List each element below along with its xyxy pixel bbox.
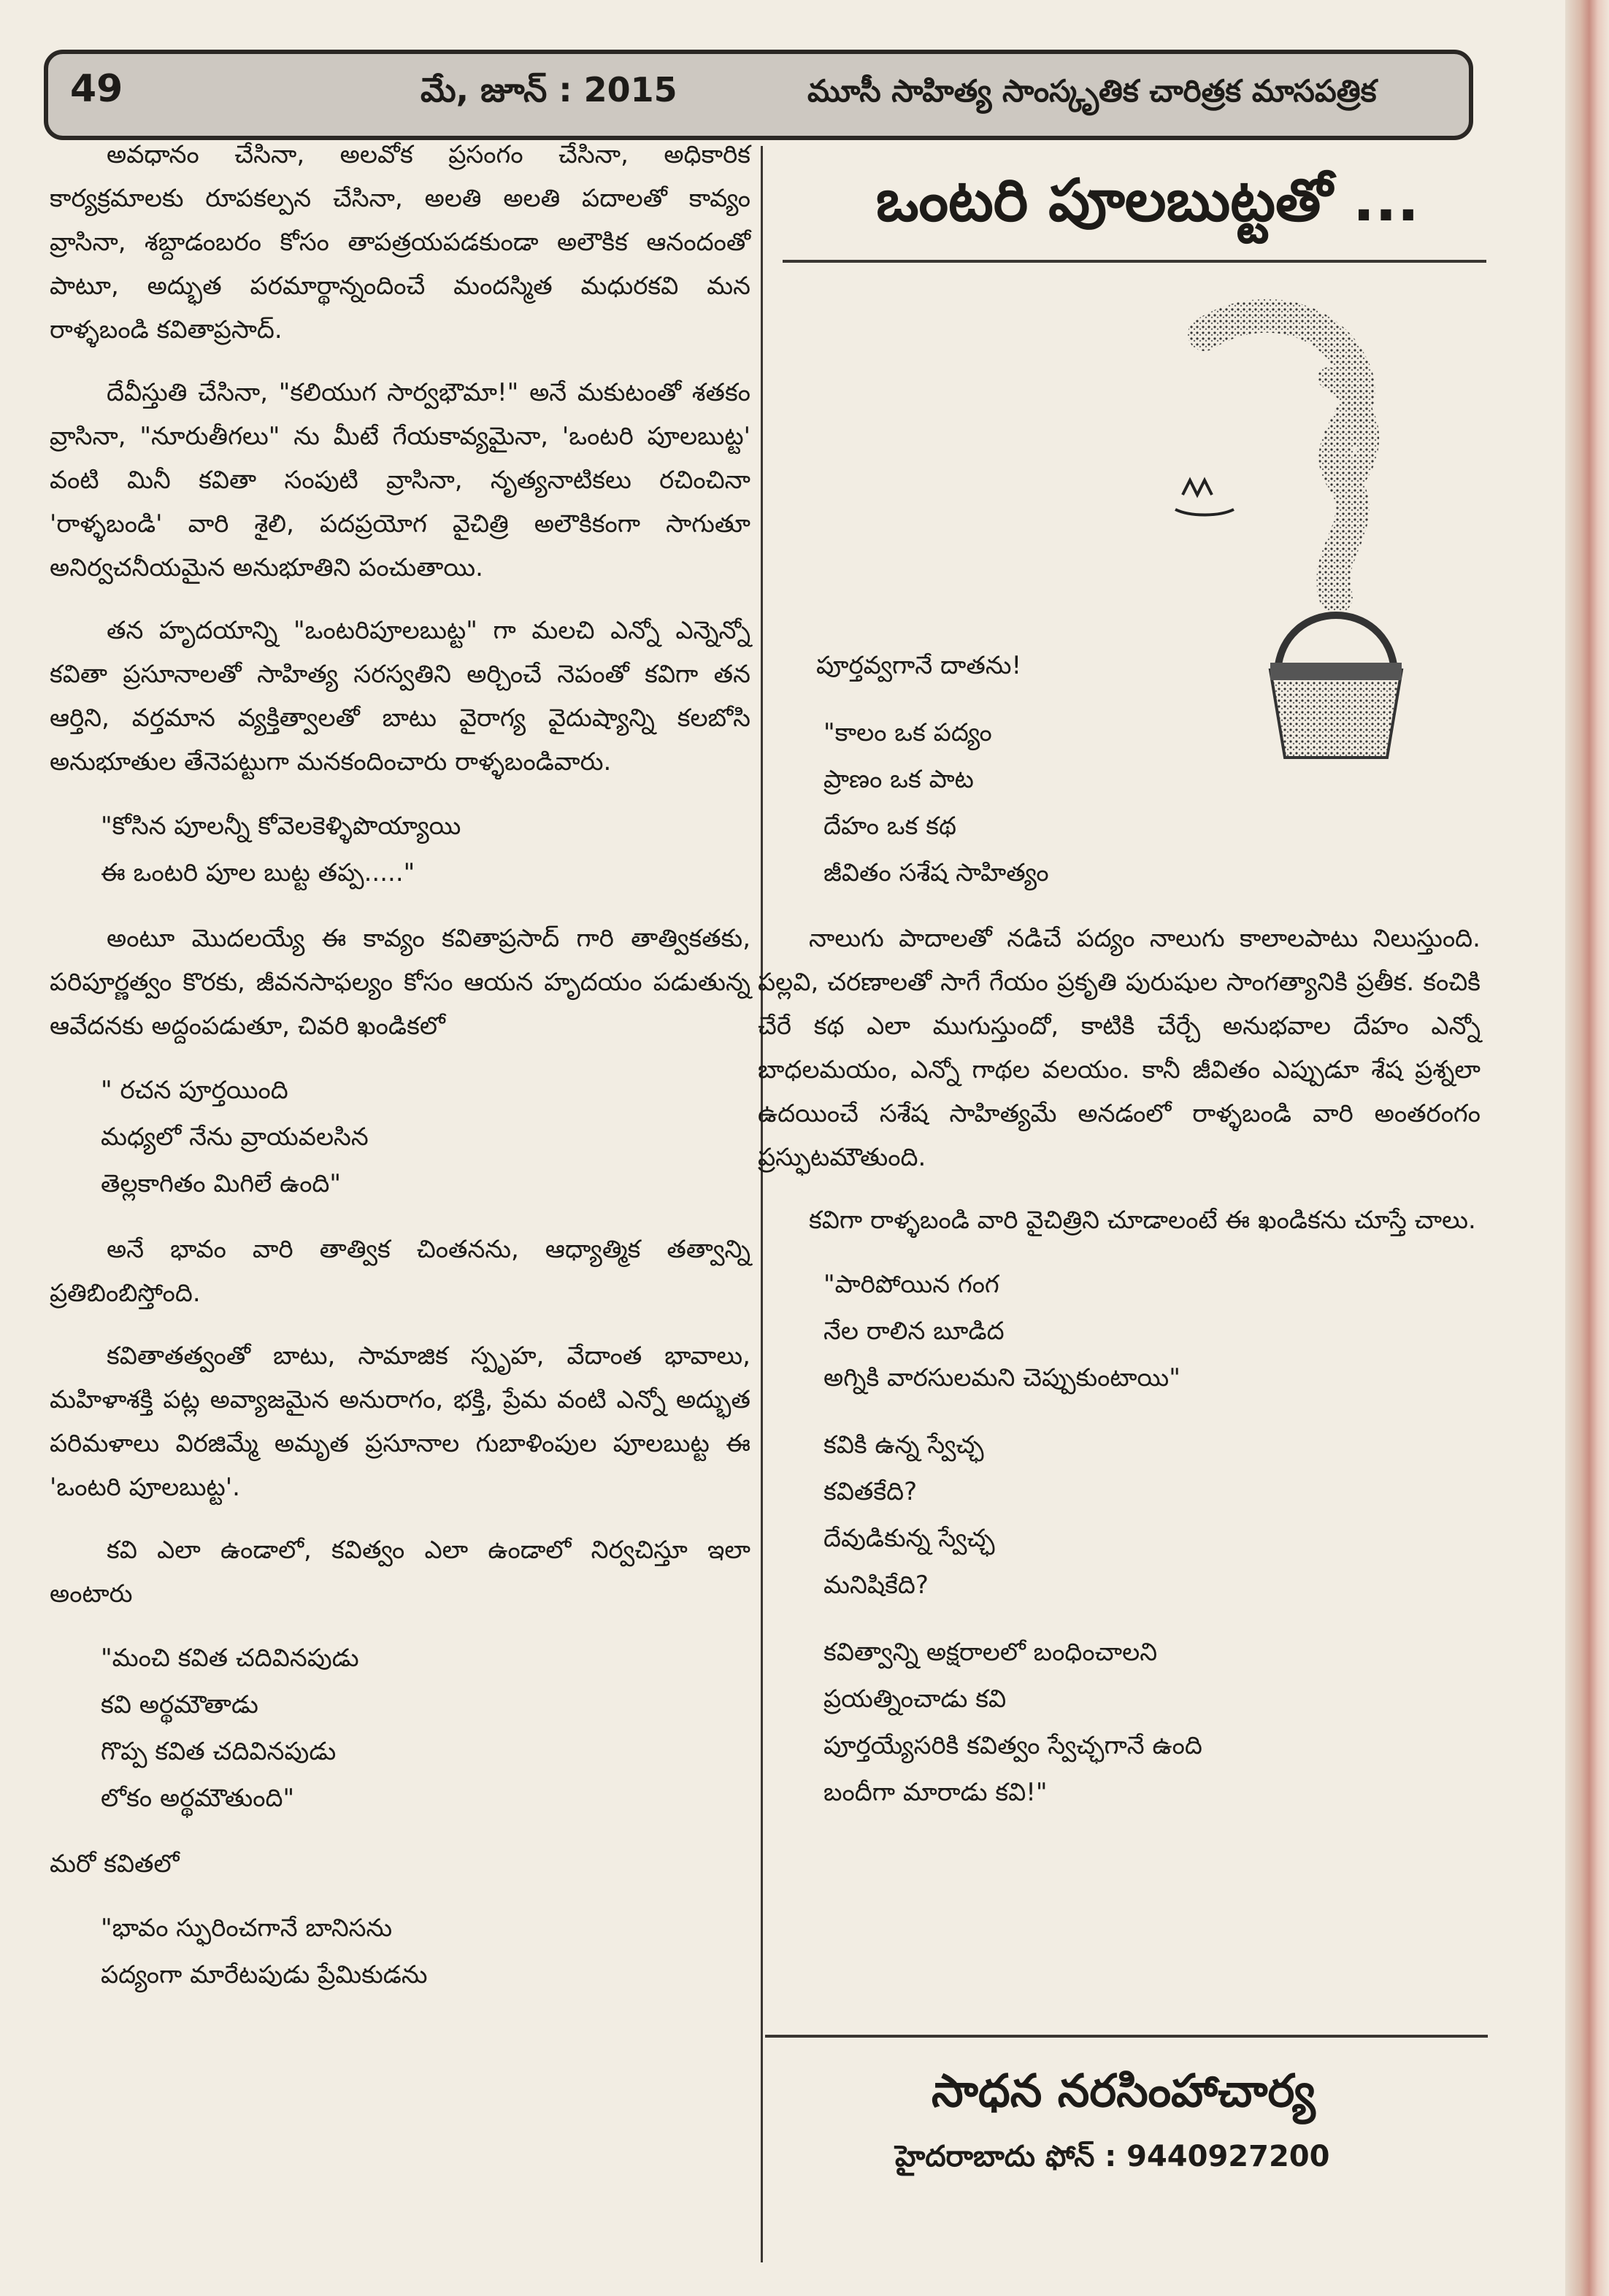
verse-block (758, 1422, 1481, 1609)
verse-line: "కోసిన పూలన్నీ కోవెలకెళ్ళిపొయ్యాయి (101, 812, 461, 841)
verse-line: పూర్తవ్వగానే దాతను! (816, 651, 1022, 680)
verse-line: మధ్యలో నేను వ్రాయవలసిన (101, 1122, 369, 1152)
verse-line: "కాలం ఒక పద్యం (823, 718, 992, 747)
verse-line: "మంచి కవిత చదివినపుడు (101, 1644, 359, 1673)
verse-line: నేల రాలిన బూడిద (823, 1317, 1005, 1346)
page-header (44, 50, 1473, 140)
page-edge (1565, 0, 1609, 2296)
verse-line: కవికి ఉన్న స్వేచ్ఛ (823, 1430, 984, 1460)
paragraph: అంటూ మొదలయ్యే ఈ కావ్యం కవితాప్రసాద్ గారి తాత్వికతకు, పరిపూర్ణత్వం కొరకు, జీవనసాఫల్యం కోసం ఆయన హృదయం పడుతున్న ఆవేదనకు అద్దంపడుతూ, చివరి ఖండికలో (50, 924, 750, 1041)
verse-block (758, 642, 1481, 689)
verse-line: తెల్లకాగితం మిగిలే ఉంది" (101, 1169, 342, 1198)
magazine-name: మూసీ సాహిత్య సాంస్కృతిక చారిత్రక మాసపత్రిక (807, 73, 1377, 109)
left-column (50, 133, 750, 2019)
paragraph: కవి ఎలా ఉండాలో, కవిత్వం ఎలా ఉండాలో నిర్వచిస్తూ ఇలా అంటారు (50, 1536, 750, 1609)
paragraph: తన హృదయాన్ని "ఒంటరిపూలబుట్ట" గా మలచి ఎన్నో ఎన్నెన్నో కవితా ప్రసూనాలతో సాహిత్య సరస్వతిని అర్చించే నెపంతో కవిగా తన ఆర్తిని, వర్తమాన వ్యక్తిత్వాలతో బాటు వైరాగ్య వైదుష్యాన్ని కలబోసి అనుభూతుల తేనెపట్టుగా మనకందించారు రాళ్ళబండివారు. (50, 616, 750, 777)
paragraph: కవిగా రాళ్ళబండి వారి వైచిత్రిని చూడాలంటే ఈ ఖండికను చూస్తే చాలు. (809, 1206, 1476, 1235)
verse-line: పూర్తయ్యేసరికి కవిత్వం స్వేచ్ఛగానే ఉంది (823, 1731, 1202, 1760)
paragraph: దేవీస్తుతి చేసినా, "కలియుగ సార్వభౌమా!" అనే మకుటంతో శతకం వ్రాసినా, "నూరుతీగలు" ను మీటే గేయకావ్యమైనా, 'ఒంటరి పూలబుట్ట' వంటి మినీ కవితా సంపుటి వ్రాసినా, నృత్యనాటికలు రచించినా 'రాళ్ళబండి' వారి శైలి, పదప్రయోగ వైచిత్రి అలౌకికంగా సాగుతూ అనిర్వచనీయమైన అనుభూతిని పంచుతాయి. (50, 378, 750, 582)
author-name: సాధన నరసింహాచార్య (932, 2064, 1316, 2117)
verse-line: కవితకేది? (823, 1477, 918, 1506)
verse-line: ప్రయత్నించాడు కవి (823, 1684, 1007, 1714)
paragraph: కవితాతత్వంతో బాటు, సామాజిక స్పృహ, వేదాంత భావాలు, మహిళాశక్తి పట్ల అవ్యాజమైన అనురాగం, భక్తి, ప్రేమ వంటి ఎన్నో అద్భుత పరిమళాలు విరజిమ్మే అమృత ప్రసూనాల గుబాళింపుల పూలబుట్ట ఈ 'ఒంటరి పూలబుట్ట'. (50, 1341, 750, 1502)
verse-line: "పారిపోయిన గంగ (823, 1270, 999, 1299)
paragraph: అనే భావం వారి తాత్విక చింతనను, ఆధ్యాత్మిక తత్వాన్ని ప్రతిబింబిస్తోంది. (50, 1235, 750, 1308)
article-title: ఒంటరి పూలబుట్టతో ... (876, 166, 1420, 234)
verse-line: లోకం అర్థమౌతుంది" (101, 1784, 295, 1813)
title-divider (783, 260, 1486, 263)
verse-line: కవి అర్థమౌతాడు (101, 1690, 258, 1719)
verse-line: గొప్ప కవిత చదివినపుడు (101, 1737, 337, 1766)
verse-line: అగ్నికి వారసులమని చెప్పుకుంటాయి" (823, 1363, 1180, 1392)
page-number: 49 (70, 67, 123, 111)
verse-line: దేవుడికున్న స్వేచ్ఛ (823, 1524, 995, 1553)
verse-line: పద్యంగా మారేటపుడు ప్రేమికుడను (101, 1960, 428, 1989)
issue-date: మే, జూన్ : 2015 (421, 70, 677, 109)
verse-line: దేహం ఒక కథ (823, 812, 956, 841)
verse-block (50, 1067, 750, 1207)
verse-line: కవిత్వాన్ని అక్షరాలలో బంధించాలని (823, 1638, 1158, 1667)
verse-line: జీవితం సశేష సాహిత్యం (823, 858, 1049, 887)
paragraph: నాలుగు పాదాలతో నడిచే పద్యం నాలుగు కాలాలపాటు నిలుస్తుంది. పల్లవి, చరణాలతో సాగే గేయం ప్రకృతి పురుషుల సాంగత్యానికి ప్రతీక. కంచికి చేరే కథ ఎలా ముగుస్తుందో, కాటికి చేర్చే అనుభవాల దేహం ఎన్నో బాధలమయం, ఎన్నో గాథల వలయం. కానీ జీవితం ఎప్పుడూ శేష ప్రశ్నలా ఉదయించే సశేష సాహిత్యమే అనడంలో రాళ్ళబండి వారి అంతరంగం ప్రస్ఫుటమౌతుంది. (758, 924, 1481, 1172)
verse-block (758, 1261, 1481, 1401)
verse-line: " రచన పూర్తయింది (101, 1076, 288, 1105)
verse-block (758, 1629, 1481, 1816)
verse-line: బందీగా మారాడు కవి!" (823, 1778, 1048, 1807)
author-contact: హైదరాబాదు ఫోన్ : 9440927200 (895, 2140, 1330, 2173)
author-divider (765, 2035, 1488, 2038)
verse-block (50, 803, 750, 896)
paragraph: మరో కవితలో (50, 1849, 180, 1879)
verse-block (50, 1905, 750, 1998)
verse-block (50, 1635, 750, 1822)
verse-line: ప్రాణం ఒక పాట (823, 765, 974, 794)
right-column (758, 642, 1481, 1836)
verse-block (758, 709, 1481, 896)
verse-line: "భావం స్ఫురించగానే బానిసను (101, 1914, 393, 1943)
paragraph: అవధానం చేసినా, అలవోక ప్రసంగం చేసినా, అధికారిక కార్యక్రమాలకు రూపకల్పన చేసినా, అలతి అలతి పదాలతో కావ్యం వ్రాసినా, శబ్దాడంబరం కోసం తాపత్రయపడకుండా అలౌకిక ఆనందంతో పాటూ, అద్భుత పరమార్థాన్నందించే మందస్మిత మధురకవి మన రాళ్ళబండి కవితాప్రసాద్. (50, 140, 750, 344)
verse-line: మనిషికేది? (823, 1571, 929, 1600)
verse-line: ఈ ఒంటరి పూల బుట్ట తప్ప....." (101, 858, 415, 887)
